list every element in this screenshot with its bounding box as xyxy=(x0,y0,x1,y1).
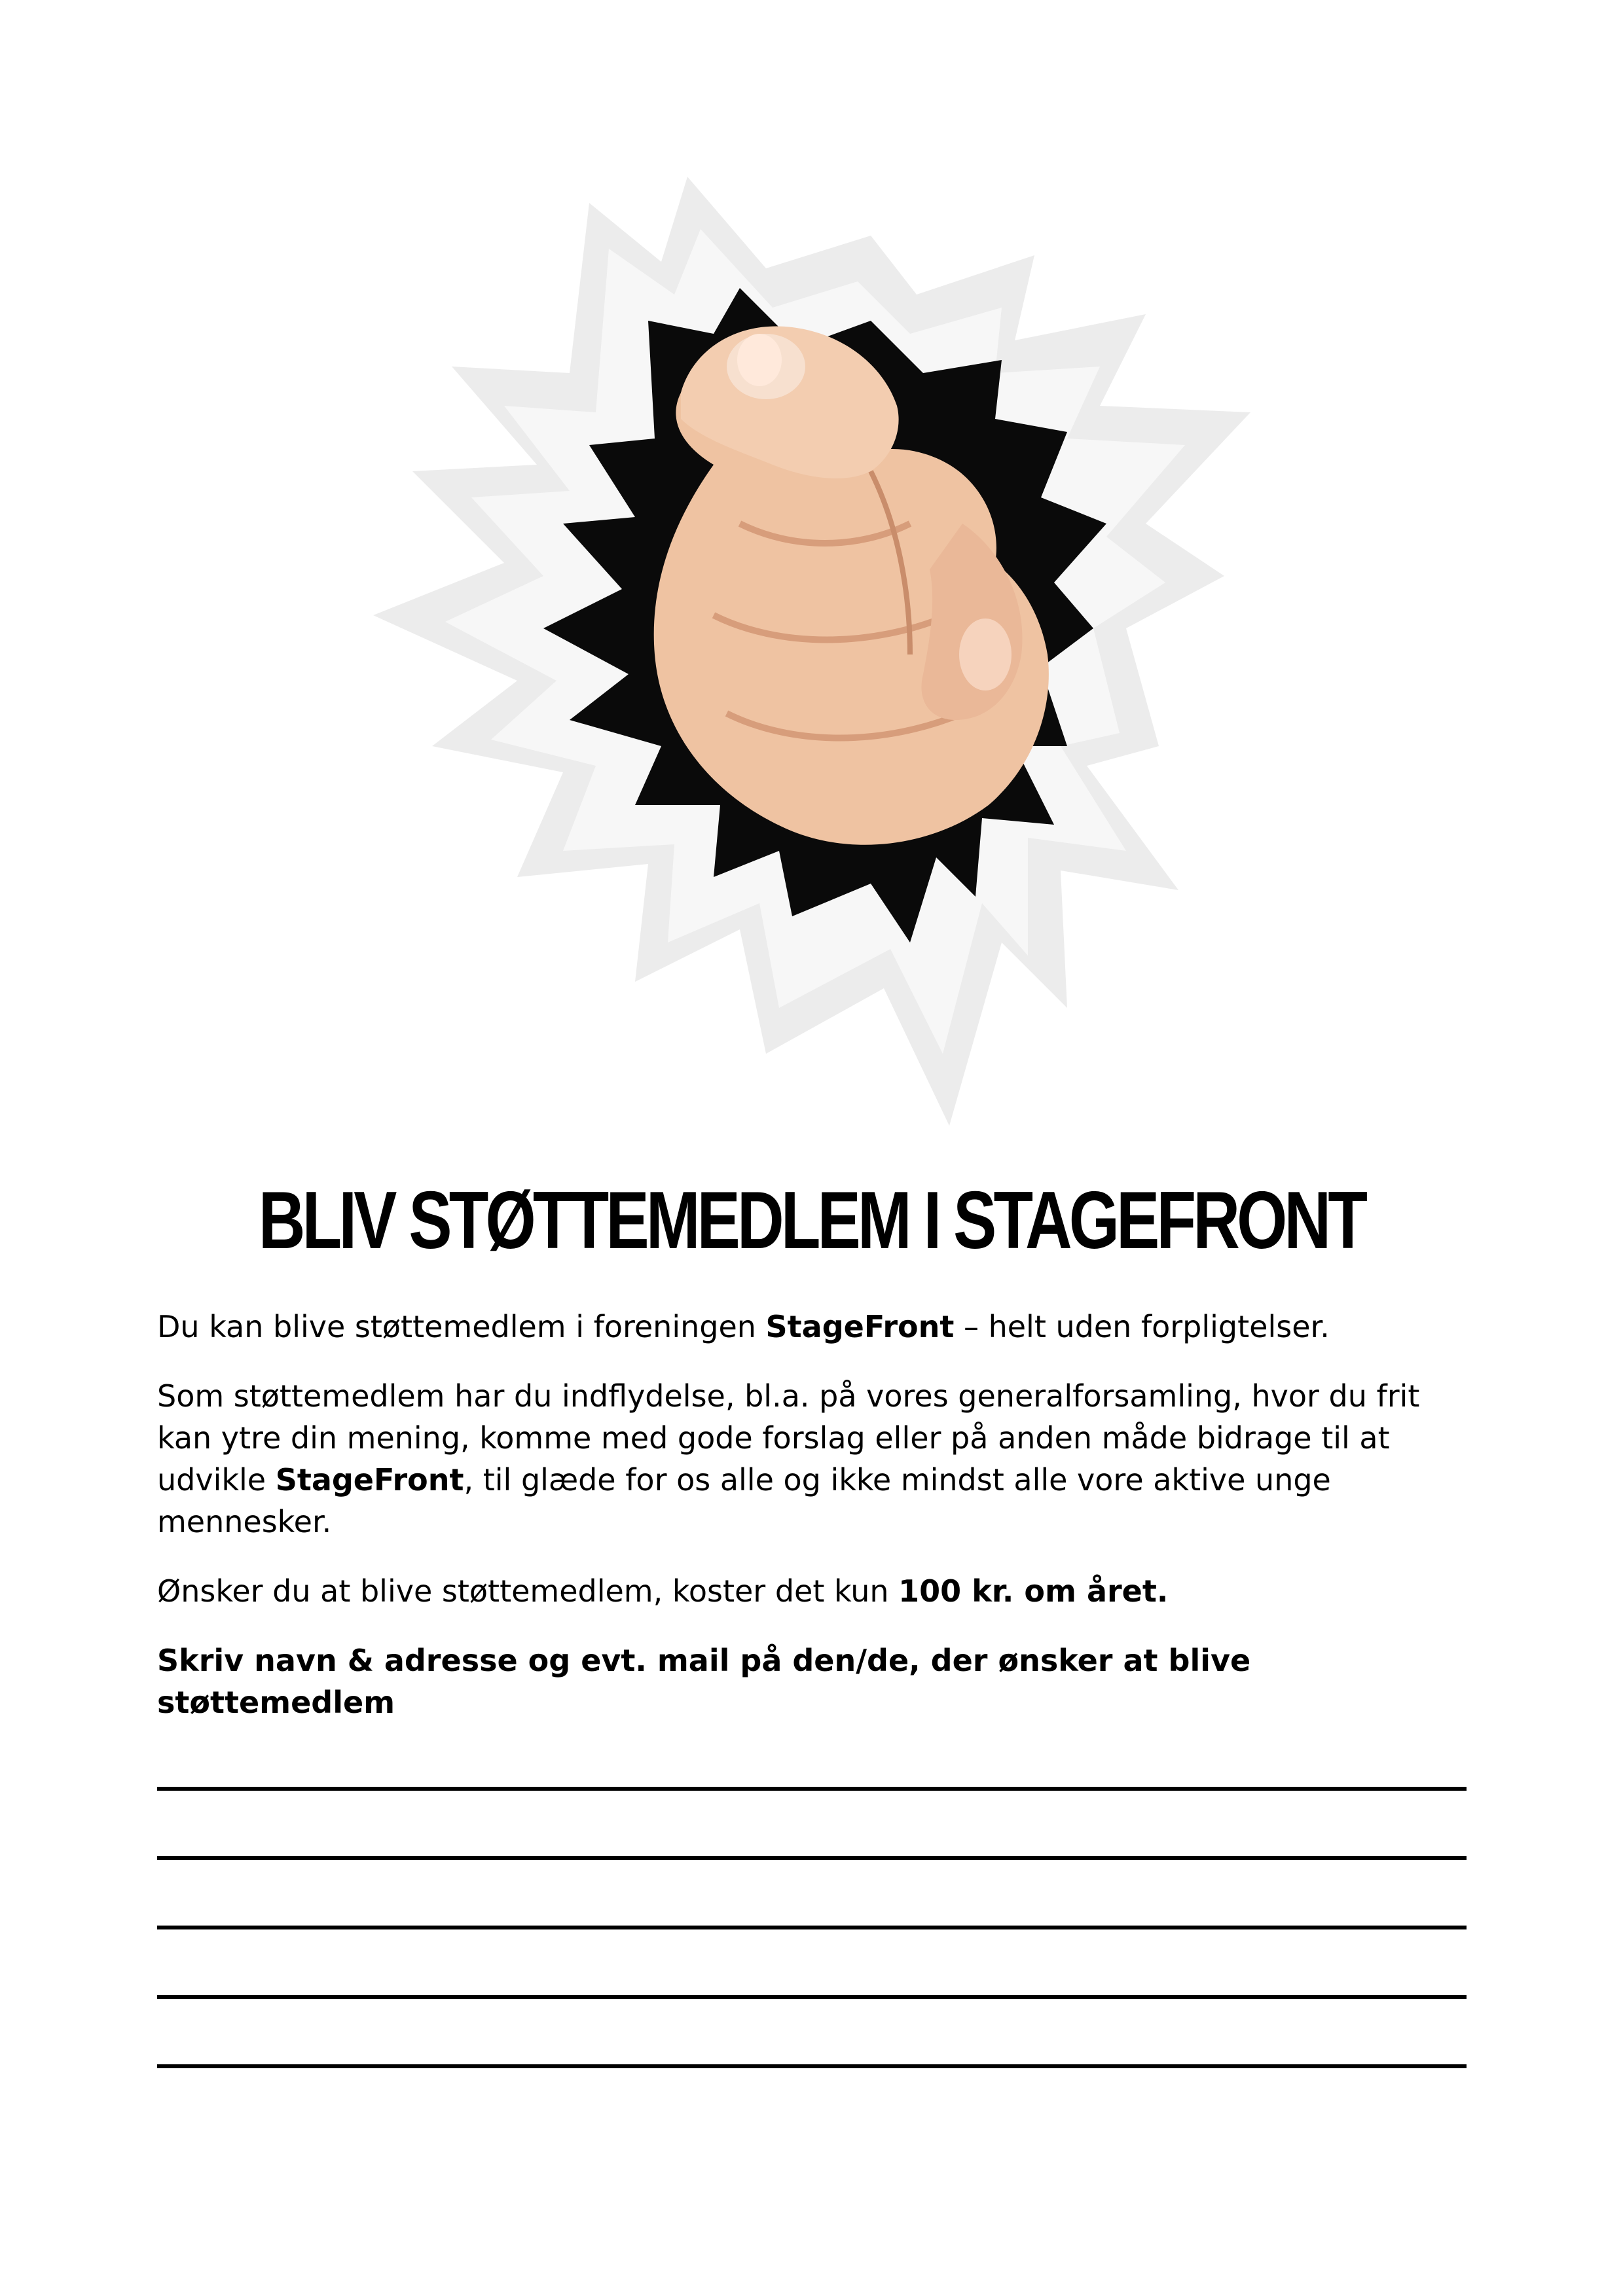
write-line[interactable] xyxy=(157,1787,1467,1791)
write-lines xyxy=(157,1787,1467,2134)
intro-text-end: – helt uden forpligtelser. xyxy=(954,1309,1330,1344)
write-line[interactable] xyxy=(157,1926,1467,1929)
instruction-paragraph: Skriv navn & adresse og evt. mail på den/de, der ønsker at blive støttemedlem xyxy=(157,1643,1251,1720)
write-line[interactable] xyxy=(157,1995,1467,1999)
influence-text: Som støttemedlem har du indflydelse, bl.a. på vores generalforsamling, hvor du frit kan ytre din mening, komme med gode forslag eller på anden måde bidrage til at udvikle xyxy=(157,1378,1420,1498)
price-amount: 100 kr. om året. xyxy=(898,1573,1169,1609)
price-text: Ønsker du at blive støttemedlem, koster det kun xyxy=(157,1573,899,1609)
write-line[interactable] xyxy=(157,2064,1467,2068)
fist-through-paper-illustration xyxy=(373,157,1277,1126)
influence-paragraph xyxy=(157,1375,1473,1543)
body-text xyxy=(157,1306,1473,1751)
intro-text: Du kan blive støttemedlem i foreningen xyxy=(157,1309,766,1344)
org-name: StageFront xyxy=(275,1462,464,1498)
price-paragraph xyxy=(157,1570,1473,1612)
write-line[interactable] xyxy=(157,1856,1467,1860)
fist-through-paper-icon xyxy=(373,157,1277,1126)
intro-paragraph xyxy=(157,1306,1473,1348)
influence-text-end: , til glæde for os alle og ikke mindst alle vore aktive unge mennesker. xyxy=(157,1462,1331,1539)
page-title: BLIV STØTTEMEDLEM I STAGEFRONT xyxy=(258,1175,1365,1266)
org-name: StageFront xyxy=(765,1309,955,1344)
